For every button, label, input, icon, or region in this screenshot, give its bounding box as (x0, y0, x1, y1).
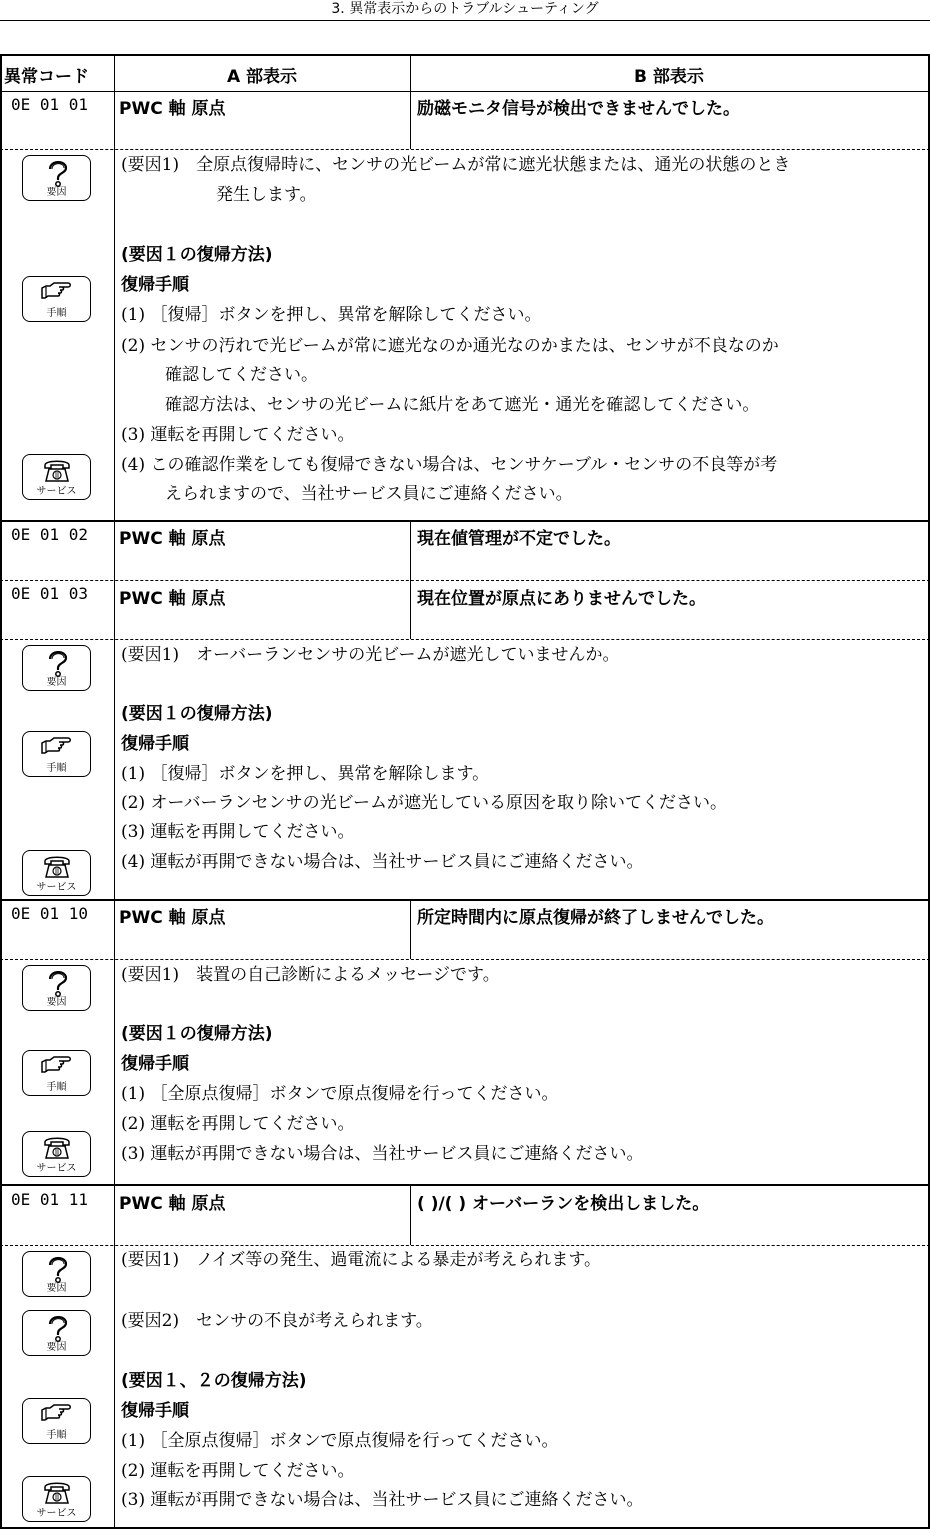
header-a-display: A 部表示 (226, 67, 298, 87)
procedure-step: (1) ［全原点復帰］ボタンで原点復帰を行ってください。 (121, 1431, 559, 1451)
telephone-icon (42, 1134, 72, 1162)
cause-badge (22, 155, 91, 201)
question-icon (45, 1313, 71, 1343)
a-display: PWC 軸 原点 (119, 908, 226, 928)
a-display: PWC 軸 原点 (119, 99, 226, 119)
procedure-step: (1) ［全原点復帰］ボタンで原点復帰を行ってください。 (121, 1084, 559, 1104)
procedure-step: (1) ［復帰］ボタンを押し、異常を解除します。 (121, 764, 490, 784)
procedure-heading: 復帰手順 (121, 1054, 189, 1074)
badge-label: サービス (36, 1508, 77, 1519)
error-code: 0E 01 03 (11, 584, 89, 603)
detail-line: (要因1) 装置の自己診断によるメッセージです。 (121, 965, 500, 985)
service-badge (22, 850, 91, 896)
b-display: 現在位置が原点にありませんでした。 (417, 589, 706, 609)
header-rule (0, 20, 930, 21)
dashed-separator (0, 149, 930, 150)
procedure-step: (3) 運転が再開できない場合は、当社サービス員にご連絡ください。 (121, 1490, 644, 1510)
header-row-bottom (0, 91, 930, 92)
pointing-hand-icon (40, 1401, 74, 1429)
recovery-heading: (要因１の復帰方法) (121, 704, 273, 724)
error-code: 0E 01 02 (11, 525, 89, 544)
b-display: 現在値管理が不定でした。 (417, 529, 621, 549)
telephone-icon (42, 457, 72, 485)
cause-badge (22, 645, 91, 691)
procedure-step: (2) オーバーランセンサの光ビームが遮光している原因を取り除いてください。 (121, 793, 727, 813)
b-display: 所定時間内に原点復帰が終了しませんでした。 (417, 908, 774, 928)
a-display: PWC 軸 原点 (119, 1194, 226, 1214)
procedure-step: (3) 運転を再開してください。 (121, 425, 355, 445)
section-border (0, 520, 930, 522)
procedure-heading: 復帰手順 (121, 734, 189, 754)
error-code: 0E 01 11 (11, 1190, 89, 1209)
procedure-step: (2) 運転を再開してください。 (121, 1114, 355, 1134)
service-badge (22, 1131, 91, 1177)
question-icon (45, 968, 71, 998)
badge-label: 要因 (46, 1342, 67, 1353)
cause-badge (22, 965, 91, 1011)
error-code: 0E 01 01 (11, 95, 89, 114)
procedure-step: 確認方法は、センサの光ビームに紙片をあて遮光・通光を確認してください。 (165, 395, 760, 415)
procedure-step: (3) 運転が再開できない場合は、当社サービス員にご連絡ください。 (121, 1144, 644, 1164)
procedure-step: (1) ［復帰］ボタンを押し、異常を解除してください。 (121, 305, 542, 325)
table-bottom-border (0, 1527, 930, 1529)
badge-label: 手順 (46, 1082, 67, 1093)
detail-line: (要因2) センサの不良が考えられます。 (121, 1311, 433, 1331)
question-icon (45, 1254, 71, 1284)
section-border (0, 1184, 930, 1186)
b-display: 励磁モニタ信号が検出できませんでした。 (417, 99, 740, 119)
procedure-heading: 復帰手順 (121, 1401, 189, 1421)
badge-label: サービス (36, 486, 77, 497)
telephone-icon (42, 1479, 72, 1507)
recovery-heading: (要因１の復帰方法) (121, 245, 273, 265)
column-divider-ab (410, 900, 411, 959)
question-icon (45, 648, 71, 678)
badge-label: 要因 (46, 1283, 67, 1294)
badge-label: 要因 (46, 997, 67, 1008)
badge-label: 要因 (46, 187, 67, 198)
procedure-badge (22, 276, 91, 322)
procedure-step: (4) 運転が再開できない場合は、当社サービス員にご連絡ください。 (121, 852, 644, 872)
header-code: 異常コード (4, 67, 89, 87)
procedure-badge (22, 1398, 91, 1444)
dashed-separator (0, 639, 930, 640)
question-icon (45, 158, 71, 188)
badge-label: サービス (36, 1163, 77, 1174)
a-display: PWC 軸 原点 (119, 589, 226, 609)
section-border (0, 899, 930, 901)
procedure-step: えられますので、当社サービス員にご連絡ください。 (165, 484, 573, 504)
service-badge (22, 454, 91, 500)
recovery-heading: (要因１の復帰方法) (121, 1024, 273, 1044)
header-b-display: B 部表示 (634, 67, 704, 87)
detail-line: 発生します。 (216, 185, 317, 205)
column-divider-ab (410, 521, 411, 580)
procedure-heading: 復帰手順 (121, 275, 189, 295)
a-display: PWC 軸 原点 (119, 529, 226, 549)
badge-label: サービス (36, 882, 77, 893)
badge-label: 要因 (46, 677, 67, 688)
procedure-step: (4) この確認作業をしても復帰できない場合は、センサケーブル・センサの不良等が考 (121, 455, 778, 475)
dashed-separator (0, 580, 930, 581)
badge-label: 手順 (46, 763, 67, 774)
procedure-step: 確認してください。 (165, 365, 318, 385)
table-left-border (0, 54, 2, 1529)
detail-line: (要因1) ノイズ等の発生、過電流による暴走が考えられます。 (121, 1250, 602, 1270)
column-divider-ab (410, 580, 411, 639)
badge-label: 手順 (46, 308, 67, 319)
detail-line: (要因1) 全原点復帰時に、センサの光ビームが常に遮光状態または、通光の状態のとき (121, 155, 791, 175)
error-code: 0E 01 10 (11, 904, 89, 923)
detail-line: (要因1) オーバーランセンサの光ビームが遮光していませんか。 (121, 645, 620, 665)
pointing-hand-icon (40, 1053, 74, 1081)
procedure-badge (22, 1050, 91, 1096)
pointing-hand-icon (40, 734, 74, 762)
procedure-step: (3) 運転を再開してください。 (121, 822, 355, 842)
cause-badge (22, 1251, 91, 1297)
column-divider-code (114, 54, 115, 1528)
pointing-hand-icon (40, 279, 74, 307)
procedure-step: (2) センサの汚れで光ビームが常に遮光なのか通光なのかまたは、センサが不良なのか (121, 336, 779, 356)
cause-badge (22, 1310, 91, 1356)
dashed-separator (0, 1245, 930, 1246)
procedure-badge (22, 731, 91, 777)
column-divider-ab (410, 91, 411, 149)
table-top-border (0, 54, 930, 56)
b-display: ( )/( ) オーバーランを検出しました。 (417, 1194, 710, 1214)
page-header: 3. 異常表示からのトラブルシューティング (331, 1, 599, 17)
recovery-heading: (要因１、２の復帰方法) (121, 1371, 307, 1391)
dashed-separator (0, 959, 930, 960)
procedure-step: (2) 運転を再開してください。 (121, 1461, 355, 1481)
badge-label: 手順 (46, 1430, 67, 1441)
service-badge (22, 1476, 91, 1522)
column-divider-ab (410, 1185, 411, 1245)
telephone-icon (42, 853, 72, 881)
